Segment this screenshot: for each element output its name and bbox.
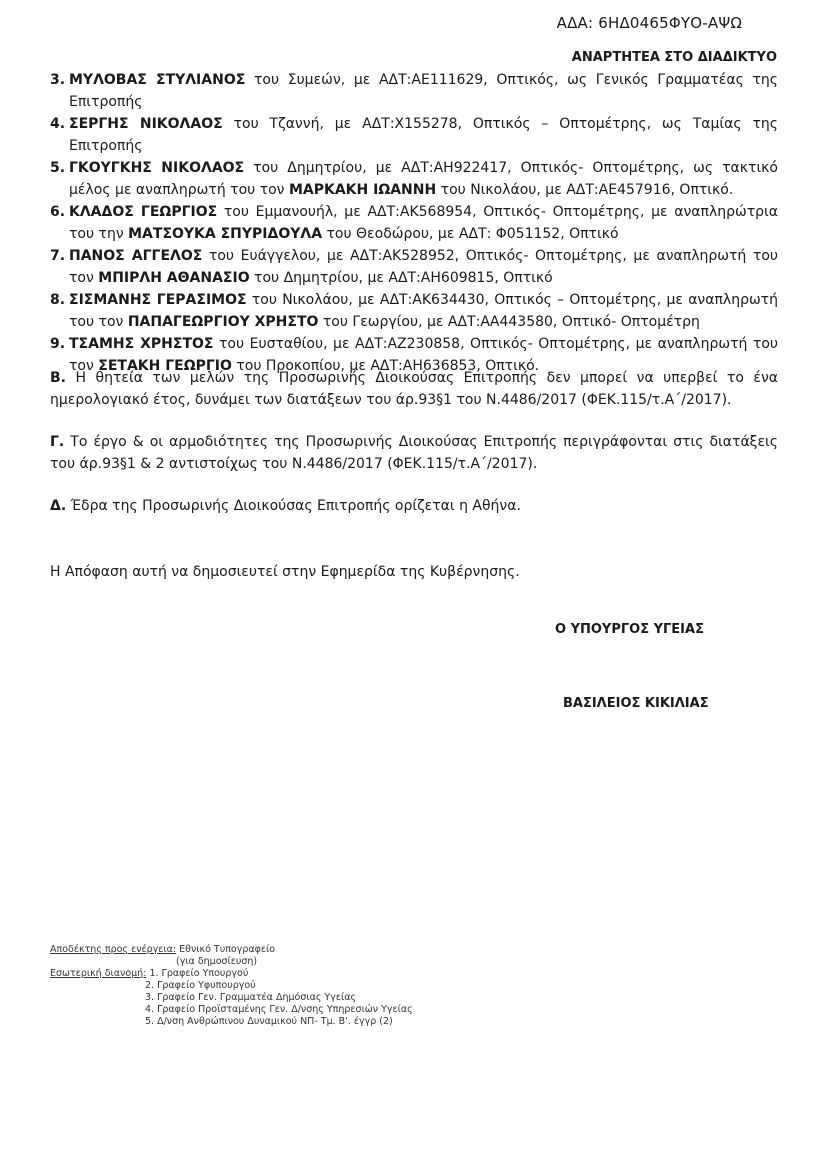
member-item: 9. ΤΣΑΜΗΣ ΧΡΗΣΤΟΣ του Ευσταθίου, με ΑΔΤ:ΑΖ230858, Οπτικός- Οπτομέτρης, με αναπληρωτή του τον ΣΕΤΑΚΗ ΓΕΩΡΓΙΟ του Προκοπίου, με ΑΔΤ:ΑΗ636853, Οπτικό. — [50, 336, 778, 374]
alternate-name: ΜΠΙΡΛΗ ΑΘΑΝΑΣΙΟ — [98, 269, 250, 286]
member-item: 4. ΣΕΡΓΗΣ ΝΙΚΟΛΑΟΣ του Τζαννή, με ΑΔΤ:Χ155278, Οπτικός – Οπτομέτρης, ως Ταμίας της Επιτροπής — [50, 116, 778, 154]
paragraph-b: Β. Η θητεία των μελών της Προσωρινής Διοικούσας Επιτροπής δεν μπορεί να υπερβεί το ένα ημερολογιακό έτος, δυνάμει των διατάξεων του άρ.93§1 του Ν.4486/2017 (ΦΕΚ.115/τ.Α΄/2017). — [50, 370, 778, 408]
internal-item: 1. Γραφείο Υπουργού — [149, 968, 249, 979]
alternate-name: ΜΑΡΚΑΚΗ ΙΩΑΝΝΗ — [288, 181, 437, 198]
alternate-name: ΠΑΠΑΓΕΩΡΓΙΟΥ ΧΡΗΣΤΟ — [127, 313, 319, 330]
paragraph-g: Γ. Το έργο & οι αρμοδιότητες της Προσωρινής Διοικούσας Επιτροπής περιγράφονται στις διατάξεις του άρ.93§1 & 2 αντιστοίχως του Ν.4486/2017 (ΦΕΚ.115/τ.Α΄/2017). — [50, 434, 778, 472]
member-item: 6. ΚΛΑΔΟΣ ΓΕΩΡΓΙΟΣ του Εμμανουήλ, με ΑΔΤ:ΑΚ568954, Οπτικός- Οπτομέτρης, με αναπληρώτρια του την ΜΑΤΣΟΥΚΑ ΣΠΥΡΙΔΟΥΛΑ του Θεοδώρου, με ΑΔΤ: Φ051152, Οπτικό — [50, 204, 778, 242]
post-notice: ΑΝΑΡΤΗΤΕΑ ΣΤΟ ΔΙΑΔΙΚΤΥΟ — [571, 50, 777, 65]
members-list — [50, 70, 778, 378]
recipient-label: Αποδέκτης προς ενέργεια: — [50, 944, 177, 955]
internal-item: 3. Γραφείο Γεν. Γραμματέα Δημόσιας Υγείας — [145, 992, 357, 1003]
member-name: ΠΑΝΟΣ ΑΓΓΕΛΟΣ — [69, 248, 203, 264]
signer-name: ΒΑΣΙΛΕΙΟΣ ΚΙΚΙΛΙΑΣ — [563, 696, 709, 711]
member-item: 3. ΜΥΛΟΒΑΣ ΣΤΥΛΙΑΝΟΣ του Συμεών, με ΑΔΤ:ΑΕ111629, Οπτικός, ως Γενικός Γραμματέας της Επιτροπής — [50, 72, 778, 110]
internal-item: 5. Δ/νση Ανθρώπινου Δυναμικού ΝΠ- Τμ. Β'. έγγρ (2) — [145, 1016, 393, 1027]
member-name: ΣΕΡΓΗΣ ΝΙΚΟΛΑΟΣ — [69, 116, 223, 132]
internal-item: 4. Γραφείο Προϊσταμένης Γεν. Δ/νσης Υπηρεσιών Υγείας — [145, 1004, 413, 1015]
distribution-list — [50, 944, 413, 1028]
internal-item: 2. Γραφείο Υφυπουργού — [145, 980, 256, 991]
member-item: 8. ΣΙΣΜΑΝΗΣ ΓΕΡΑΣΙΜΟΣ του Νικολάου, με ΑΔΤ:ΑΚ634430, Οπτικός – Οπτομέτρης, με αναπληρωτή του τον ΠΑΠΑΓΕΩΡΓΙΟΥ ΧΡΗΣΤΟ του Γεωργίου, με ΑΔΤ:ΑΑ443580, Οπτικό- Οπτομέτρη — [50, 292, 778, 330]
alternate-name: ΜΑΤΣΟΥΚΑ ΣΠΥΡΙΔΟΥΛΑ — [128, 225, 323, 242]
member-item: 7. ΠΑΝΟΣ ΑΓΓΕΛΟΣ του Ευάγγελου, με ΑΔΤ:ΑΚ528952, Οπτικός- Οπτομέτρης, με αναπληρωτή του τον ΜΠΙΡΛΗ ΑΘΑΝΑΣΙΟ του Δημητρίου, με ΑΔΤ:ΑΗ609815, Οπτικό — [50, 248, 778, 286]
member-name: ΤΣΑΜΗΣ ΧΡΗΣΤΟΣ — [69, 336, 214, 352]
signer-title: Ο ΥΠΟΥΡΓΟΣ ΥΓΕΙΑΣ — [555, 622, 704, 637]
alternate-name: ΣΕΤΑΚΗ ΓΕΩΡΓΙΟ — [98, 357, 232, 374]
ada-code: ΑΔΑ: 6ΗΔ0465ΦΥΟ-ΑΨΩ — [556, 14, 742, 32]
recipient-note: (για δημοσίευση) — [176, 956, 258, 967]
member-name: ΣΙΣΜΑΝΗΣ ΓΕΡΑΣΙΜΟΣ — [69, 292, 247, 308]
paragraph-d: Δ. Έδρα της Προσωρινής Διοικούσας Επιτροπής ορίζεται η Αθήνα. — [50, 498, 521, 514]
recipient: Εθνικό Τυπογραφείο — [176, 944, 276, 955]
internal-label: Εσωτερική διανομή: — [50, 968, 147, 979]
publication-order: Η Απόφαση αυτή να δημοσιευτεί στην Εφημερίδα της Κυβέρνησης. — [50, 564, 520, 580]
member-name: ΚΛΑΔΟΣ ΓΕΩΡΓΙΟΣ — [69, 204, 218, 220]
member-name: ΜΥΛΟΒΑΣ ΣΤΥΛΙΑΝΟΣ — [69, 72, 246, 88]
member-name: ΓΚΟΥΓΚΗΣ ΝΙΚΟΛΑΟΣ — [69, 160, 245, 176]
member-item: 5. ΓΚΟΥΓΚΗΣ ΝΙΚΟΛΑΟΣ του Δημητρίου, με ΑΔΤ:ΑΗ922417, Οπτικός- Οπτομέτρης, ως τακτικό μέλος με αναπληρωτή του τον ΜΑΡΚΑΚΗ ΙΩΑΝΝΗ του Νικολάου, με ΑΔΤ:ΑΕ457916, Οπτικό. — [50, 160, 779, 198]
